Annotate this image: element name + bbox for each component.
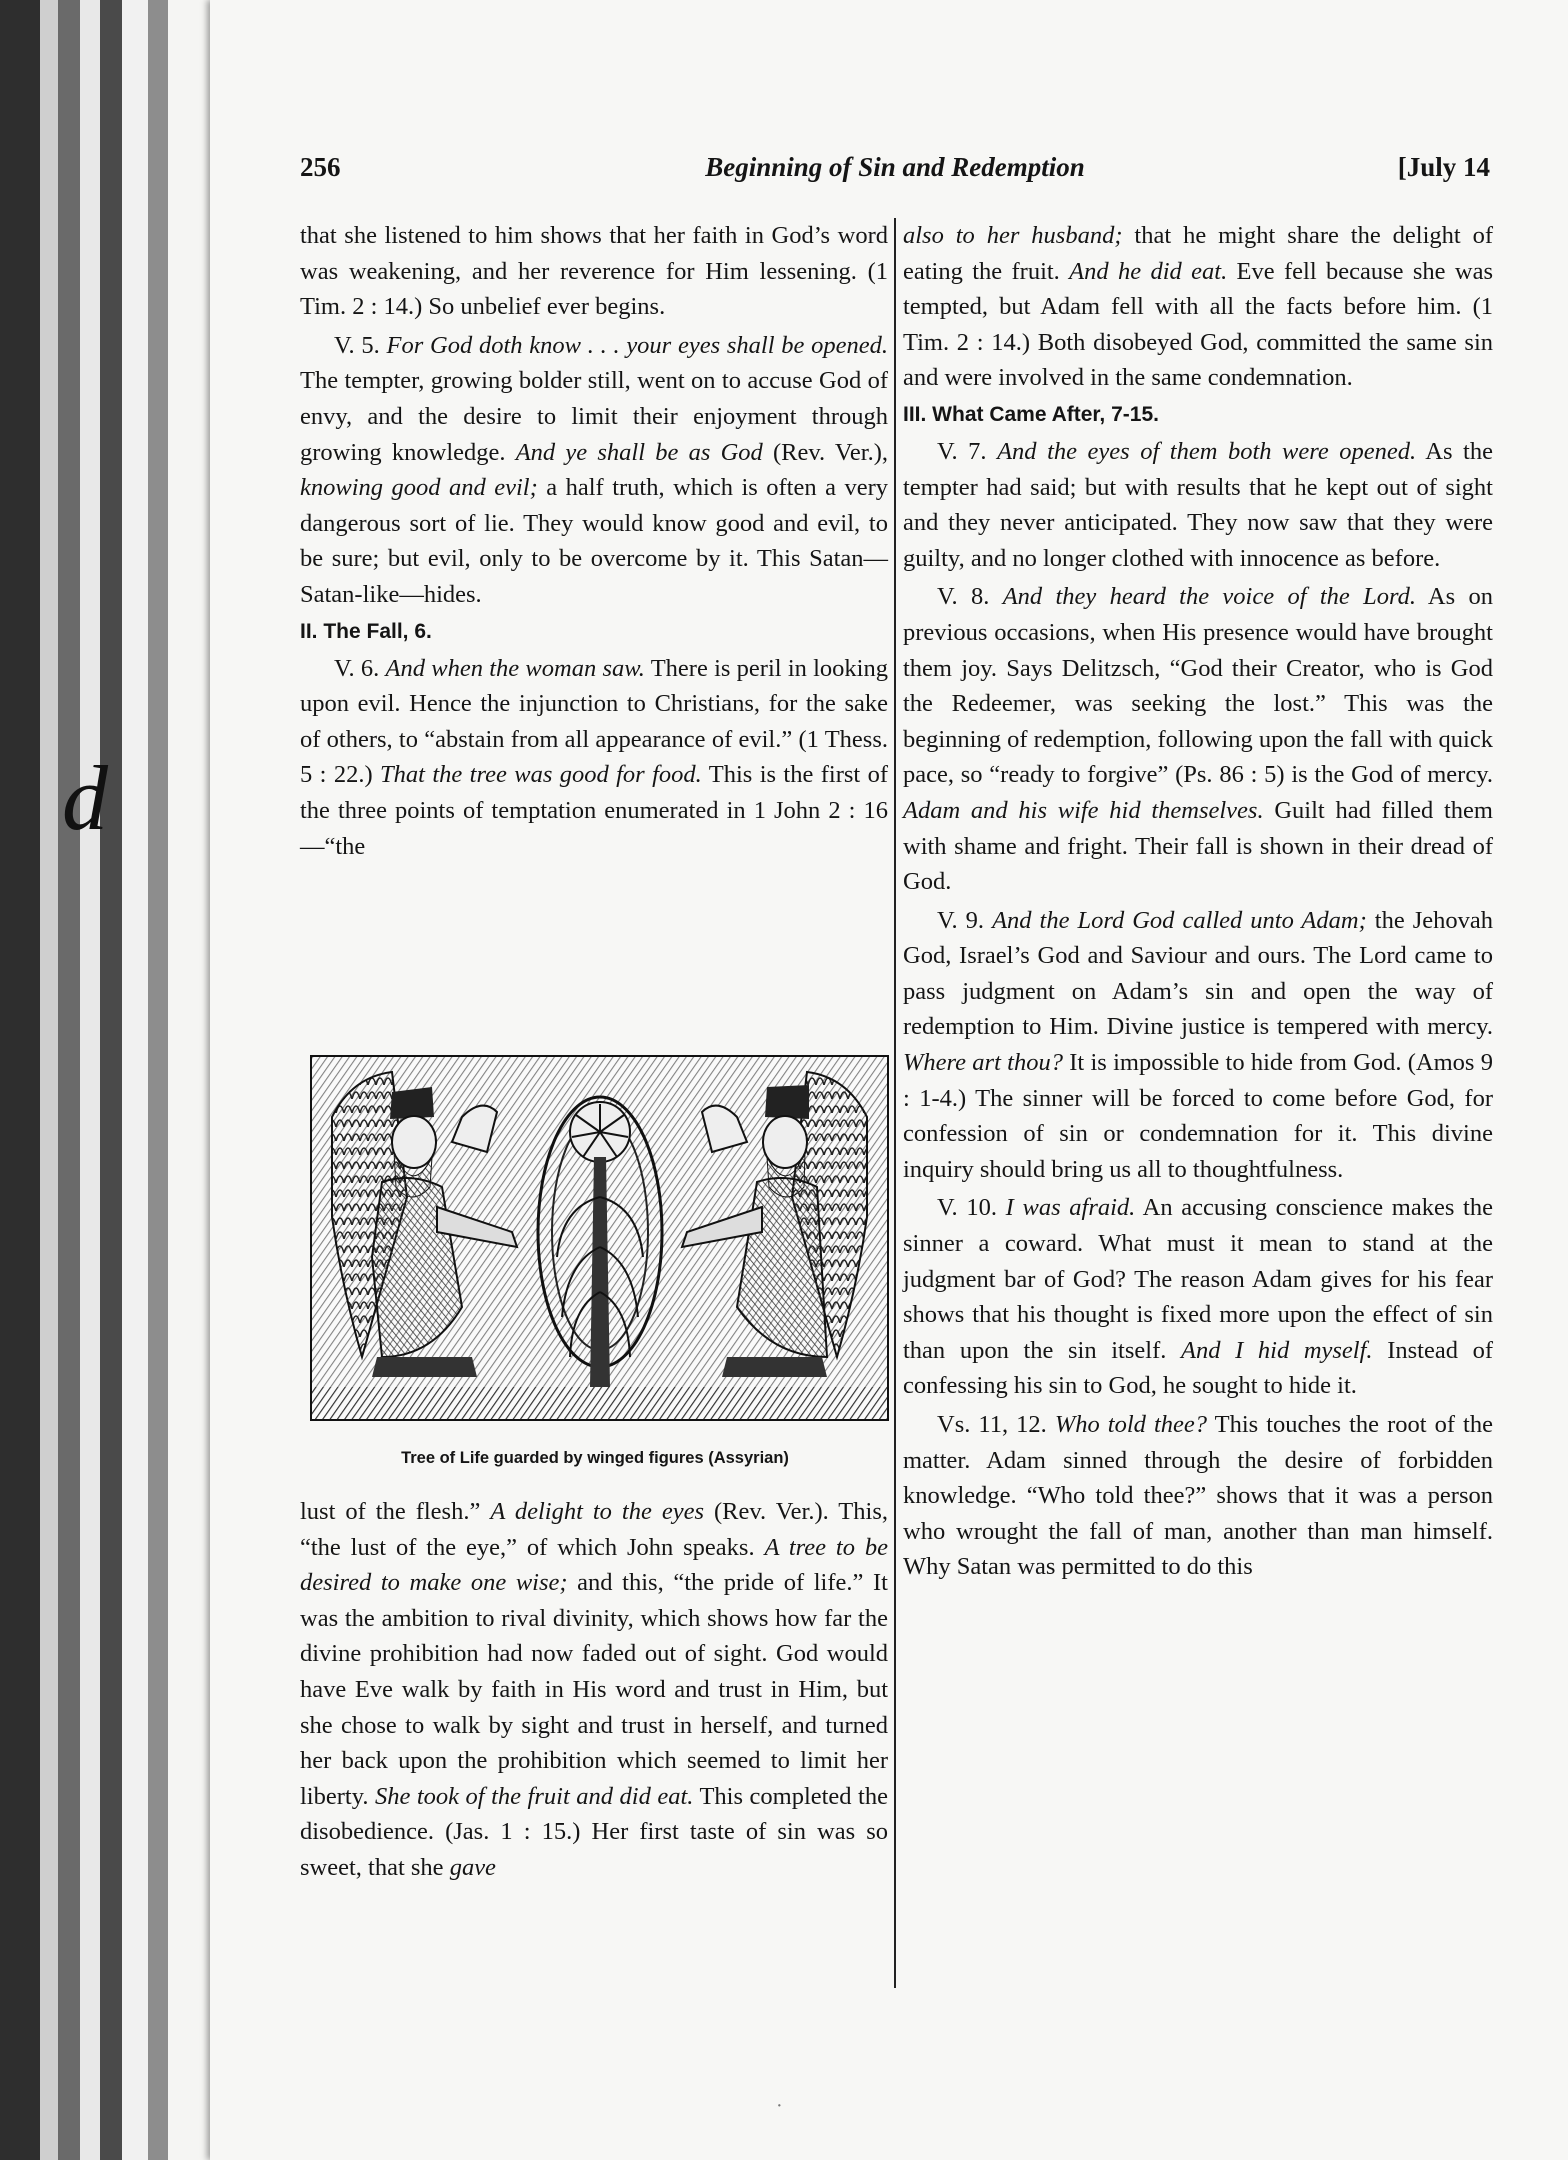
running-head <box>300 152 1490 196</box>
book-page-edges <box>0 0 215 2160</box>
page-edge <box>122 0 148 2160</box>
paragraph-v8: V. 8. And they heard the voice of the Lord. As on previous occasions, when His presence would have brought them joy. Says Delitzsch, “God their Creator, who is God the Redeemer, was seeking the lost.” This was the beginning of redemption, following upon the fall with quick pace, so “ready to forgive” (Ps. 86 : 5) is the God of mercy. Adam and his wife hid themselves. Guilt had filled them with shame and fright. Their fall is shown in their dread of God. <box>903 583 1493 896</box>
page-edge <box>100 0 122 2160</box>
engraving-illustration <box>310 1055 889 1421</box>
figure-caption: Tree of Life guarded by winged figures (Assyrian) <box>401 1449 789 1467</box>
running-title: Beginning of Sin and Redemption <box>705 152 1085 182</box>
paragraph: also to her husband; that he might share the delight of eating the fruit. And he did eat. Eve fell because she was tempted, but Adam fell with all the facts before him. (1 Tim. 2 : 14.) Both disobeyed God, committed the same sin and were involved in the same condemnation. <box>903 222 1494 392</box>
left-column-upper <box>300 218 888 867</box>
right-column <box>903 218 1493 1588</box>
running-date: [July 14 <box>1397 152 1490 182</box>
paragraph: that she listened to him shows that her faith in God’s word was weakening, and her reverence for Him lessening. (1 Tim. 2 : 14.) So unbelief ever begins. <box>300 222 888 321</box>
paragraph-v11-12: Vs. 11, 12. Who told thee? This touches the root of the matter. Adam sinned through the desire of forbidden knowledge. “Who told thee?” shows that it was a person who wrought the fall of man, another than man himself. Why Satan was permitted to do this <box>903 1411 1493 1581</box>
column-divider <box>894 218 896 1988</box>
paragraph-v5: V. 5. For God doth know . . . your eyes shall be opened. The tempter, growing bolder still, went on to accuse God of envy, and the desire to limit their enjoyment through growing knowledge. And ye shall be as God (Rev. Ver.), knowing good and evil; a half truth, which is often a very dangerous sort of lie. They would know good and evil, to be sure; but evil, only to be overcome by it. This Satan—Satan-like—hides. <box>300 331 888 608</box>
underlying-page-glyph: d <box>62 747 108 849</box>
paragraph-v6: V. 6. And when the woman saw. There is peril in looking upon evil. Hence the injunction to Christians, for the sake of others, to “abstain from all appearance of evil.” (1 Thess. 5 : 22.) That the tree was good for food. This is the first of the three points of temptation enumerated in 1 John 2 : 16—“the <box>300 654 888 860</box>
print-speck: · <box>776 2095 783 2117</box>
assyrian-relief-drawing <box>312 1057 887 1419</box>
section-heading: II. The Fall, 6. <box>300 619 432 643</box>
page-edge <box>58 0 80 2160</box>
page-edge <box>40 0 58 2160</box>
paragraph-v7: V. 7. And the eyes of them both were opened. As the tempter had said; but with results that he kept out of sight and they never anticipated. They now saw that they were guilty, and no longer clothed with innocence as before. <box>903 437 1493 572</box>
section-heading: III. What Came After, 7-15. <box>903 402 1159 426</box>
page-edge <box>0 0 40 2160</box>
paragraph-v9: V. 9. And the Lord God called unto Adam; the Jehovah God, Israel’s God and Saviour and ours. The Lord came to pass judgment on Adam’s sin and open the way of redemption to Him. Divine justice is tempered with mercy. Where art thou? It is impossible to hide from God. (Amos 9 : 1-4.) The sinner will be forced to come before God, for confession of sin or condemnation for it. This divine inquiry should bring us all to thoughtfulness. <box>903 906 1493 1183</box>
page-edge <box>80 0 100 2160</box>
paragraph-v10: V. 10. I was afraid. An accusing conscience makes the sinner a coward. What must it mean to stand at the judgment bar of God? The reason Adam gives for his fear shows that his thought is fixed more upon the effect of sin than upon the sin itself. And I hid myself. Instead of confessing his sin to God, he sought to hide it. <box>903 1194 1493 1400</box>
paragraph: lust of the flesh.” A delight to the eyes (Rev. Ver.). This, “the lust of the eye,” of which John speaks. A tree to be desired to make one wise; and this, “the pride of life.” It was the ambition to rival divinity, which shows how far the divine prohibition had now faded out of sight. God would have Eve walk by faith in His word and trust in Him, but she chose to walk by sight and trust in herself, and turned her back upon the prohibition which seemed to limit her liberty. She took of the fruit and did eat. This completed the disobedience. (Jas. 1 : 15.) Her first taste of sin was so sweet, that she gave <box>300 1498 888 1881</box>
left-column-lower <box>300 1494 888 1889</box>
page-edge <box>148 0 168 2160</box>
page-number: 256 <box>300 152 341 182</box>
page-edge <box>168 0 215 2160</box>
